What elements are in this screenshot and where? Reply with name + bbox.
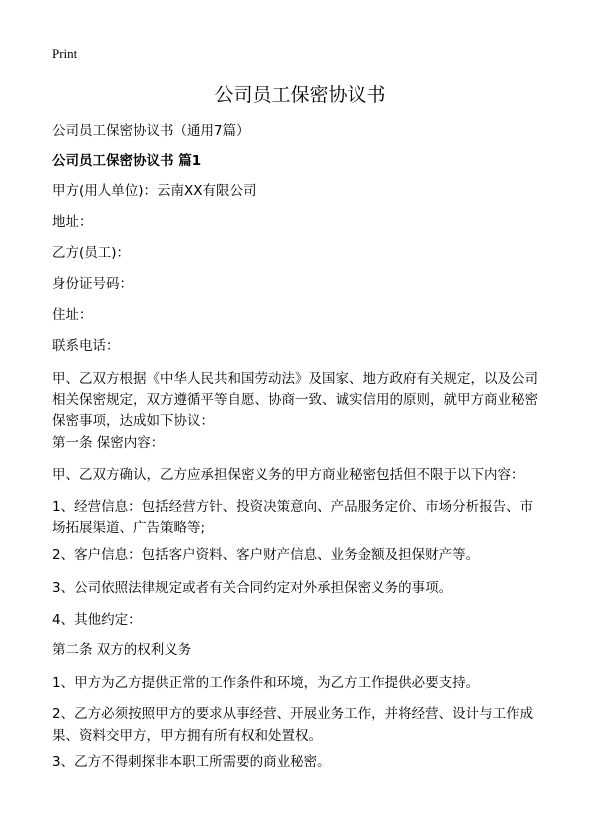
- residence-line: 住址：: [52, 307, 93, 323]
- right-2-line-1: 2、乙方必须按照甲方的要求从事经营、开展业务工作，并将经营、设计与工作成: [52, 706, 534, 722]
- article-1-title: 第一条 保密内容：: [52, 435, 165, 451]
- article-2-title: 第二条 双方的权利义务: [52, 642, 192, 658]
- section-heading: 公司员工保密协议书 篇1: [52, 153, 202, 169]
- id-number-line: 身份证号码：: [52, 276, 133, 292]
- item-1-line-1: 1、经营信息：包括经营方针、投资决策意向、产品服务定价、市场分析报告、市: [52, 499, 534, 515]
- print-link[interactable]: Print: [52, 46, 78, 61]
- document-title: 公司员工保密协议书: [214, 84, 386, 106]
- item-3: 3、公司依照法律规定或者有关合同约定对外承担保密义务的事项。: [52, 580, 453, 596]
- party-b-line: 乙方(员工)：: [52, 245, 131, 261]
- article-1-confirm: 甲、乙双方确认，乙方应承担保密义务的甲方商业秘密包括但不限于以下内容：: [52, 467, 525, 483]
- phone-line: 联系电话：: [52, 338, 120, 354]
- item-4: 4、其他约定：: [52, 612, 142, 628]
- address-line: 地址：: [52, 214, 93, 230]
- document-subtitle: 公司员工保密协议书（通用7篇）: [52, 123, 250, 139]
- intro-paragraph-line-2: 相关保密规定，双方遵循平等自愿、协商一致、诚实信用的原则，就甲方商业秘密: [52, 392, 538, 408]
- intro-paragraph-line-3: 保密事项，达成如下协议：: [52, 413, 214, 429]
- party-a-line: 甲方(用人单位)：云南XX有限公司: [52, 183, 257, 199]
- right-3: 3、乙方不得刺探非本职工所需要的商业秘密。: [52, 754, 331, 770]
- item-1-line-2: 场拓展渠道、广告策略等;: [52, 520, 206, 536]
- intro-paragraph-line-1: 甲、乙双方根据《中华人民共和国劳动法》及国家、地方政府有关规定，以及公司: [52, 371, 538, 387]
- right-2-line-2: 果、资料交甲方，甲方拥有所有权和处置权。: [52, 728, 322, 744]
- right-1: 1、甲方为乙方提供正常的工作条件和环境，为乙方工作提供必要支持。: [52, 675, 480, 691]
- item-2: 2、客户信息：包括客户资料、客户财产信息、业务金额及担保财产等。: [52, 547, 480, 563]
